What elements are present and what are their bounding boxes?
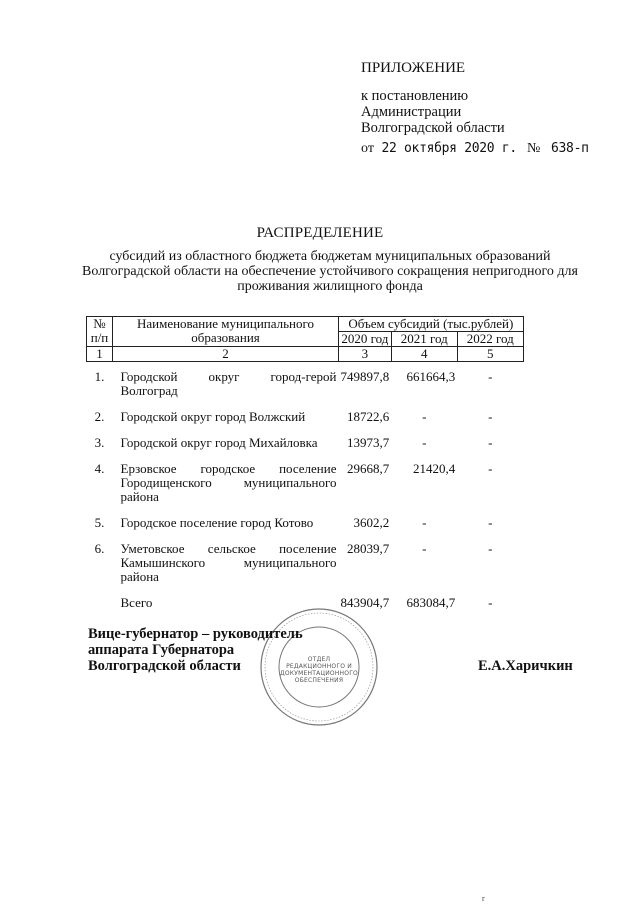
position-line: Вице-губернатор – руководитель: [88, 626, 303, 642]
appendix-line: к постановлению: [361, 88, 469, 104]
total-2022: -: [488, 595, 493, 610]
header-name: Наименование муниципального образования: [113, 317, 339, 347]
stamp-line: ОТДЕЛ: [307, 656, 331, 663]
row-number: 4.: [94, 461, 105, 476]
municipality-name: Городской округ город Волжский: [120, 409, 306, 424]
appendix-line: Волгоградской области: [361, 120, 505, 136]
row-number: 2.: [94, 409, 105, 424]
value-2021: -: [422, 435, 427, 450]
value-2021: 661664,3: [406, 369, 456, 384]
row-number: 1.: [94, 369, 105, 384]
municipality-name: Городской округ город Михайловка: [120, 435, 318, 450]
stamp-line: ДОКУМЕНТАЦИОННОГО: [280, 670, 358, 677]
header-year-2022: 2022 год: [457, 332, 523, 347]
value-2021: -: [422, 541, 427, 556]
row-number: 3.: [94, 435, 105, 450]
table-row: [87, 428, 524, 454]
value-2022: -: [488, 461, 493, 476]
signatory-position: [88, 626, 303, 674]
municipality-name: Ерзовское городское поселение Городищенского муниципального района: [120, 461, 337, 504]
signatory-name: Е.А.Харичкин: [478, 658, 573, 674]
order-reference: [361, 141, 589, 157]
value-2021: -: [422, 409, 427, 424]
value-2020: 29668,7: [347, 461, 390, 476]
appendix-line: Администрации: [361, 104, 462, 120]
header-year-2020: 2020 год: [339, 332, 392, 347]
subsidies-table: [86, 316, 524, 614]
order-date: 22 октября 2020 г.: [381, 141, 517, 156]
position-line: Волгоградской области: [88, 658, 241, 674]
table-row: [87, 534, 524, 588]
appendix-title: ПРИЛОЖЕНИЕ: [361, 60, 466, 76]
municipality-name: Городское поселение город Котово: [120, 515, 314, 530]
stamp-line: ОБЕСПЕЧЕНИЯ: [294, 677, 344, 684]
appendix-block: [361, 60, 505, 136]
column-number: 1: [87, 347, 113, 362]
municipality-name: Городской округ город-герой Волгоград: [120, 369, 337, 398]
document-title: РАСПРЕДЕЛЕНИЕ: [256, 225, 384, 241]
value-2020: 3602,2: [353, 515, 390, 530]
value-2021: 21420,4: [413, 461, 456, 476]
position-line: аппарата Губернатора: [88, 642, 235, 658]
date-prefix: от: [361, 141, 374, 156]
document-subtitle: субсидий из областного бюджета бюджетам муниципальных образований Волгоградской области на обеспечение устойчивого сокращения непригодного для проживания жилищного фонда: [82, 249, 578, 294]
table-row: [87, 402, 524, 428]
column-number-row: [87, 347, 524, 362]
value-2022: -: [488, 409, 493, 424]
column-number: 5: [457, 347, 523, 362]
header-volume: Объем субсидий (тыс.рублей): [339, 317, 524, 332]
value-2022: -: [488, 369, 493, 384]
column-number: 4: [391, 347, 457, 362]
total-label: Всего: [120, 595, 153, 610]
row-number: 6.: [94, 541, 105, 556]
column-number: 3: [339, 347, 392, 362]
value-2020: 18722,6: [347, 409, 390, 424]
number-label: №: [527, 141, 541, 156]
value-2022: -: [488, 541, 493, 556]
table-row: [87, 454, 524, 508]
header-num: № п/п: [87, 317, 113, 347]
total-2021: 683084,7: [406, 595, 456, 610]
table-row: [87, 508, 524, 534]
order-number: 638-п: [551, 141, 589, 156]
value-2020: 28039,7: [347, 541, 390, 556]
value-2020: 13973,7: [347, 435, 390, 450]
total-2020: 843904,7: [340, 595, 390, 610]
row-number: 5.: [94, 515, 105, 530]
column-number: 2: [113, 347, 339, 362]
header-year-2021: 2021 год: [391, 332, 457, 347]
footer-mark: r: [482, 894, 485, 903]
value-2022: -: [488, 515, 493, 530]
value-2021: -: [422, 515, 427, 530]
value-2022: -: [488, 435, 493, 450]
municipality-name: Уметовское сельское поселение Камышинского муниципального района: [120, 541, 337, 584]
value-2020: 749897,8: [340, 369, 390, 384]
stamp-line: РЕДАКЦИОННОГО И: [286, 663, 352, 670]
table-row: [87, 362, 524, 403]
